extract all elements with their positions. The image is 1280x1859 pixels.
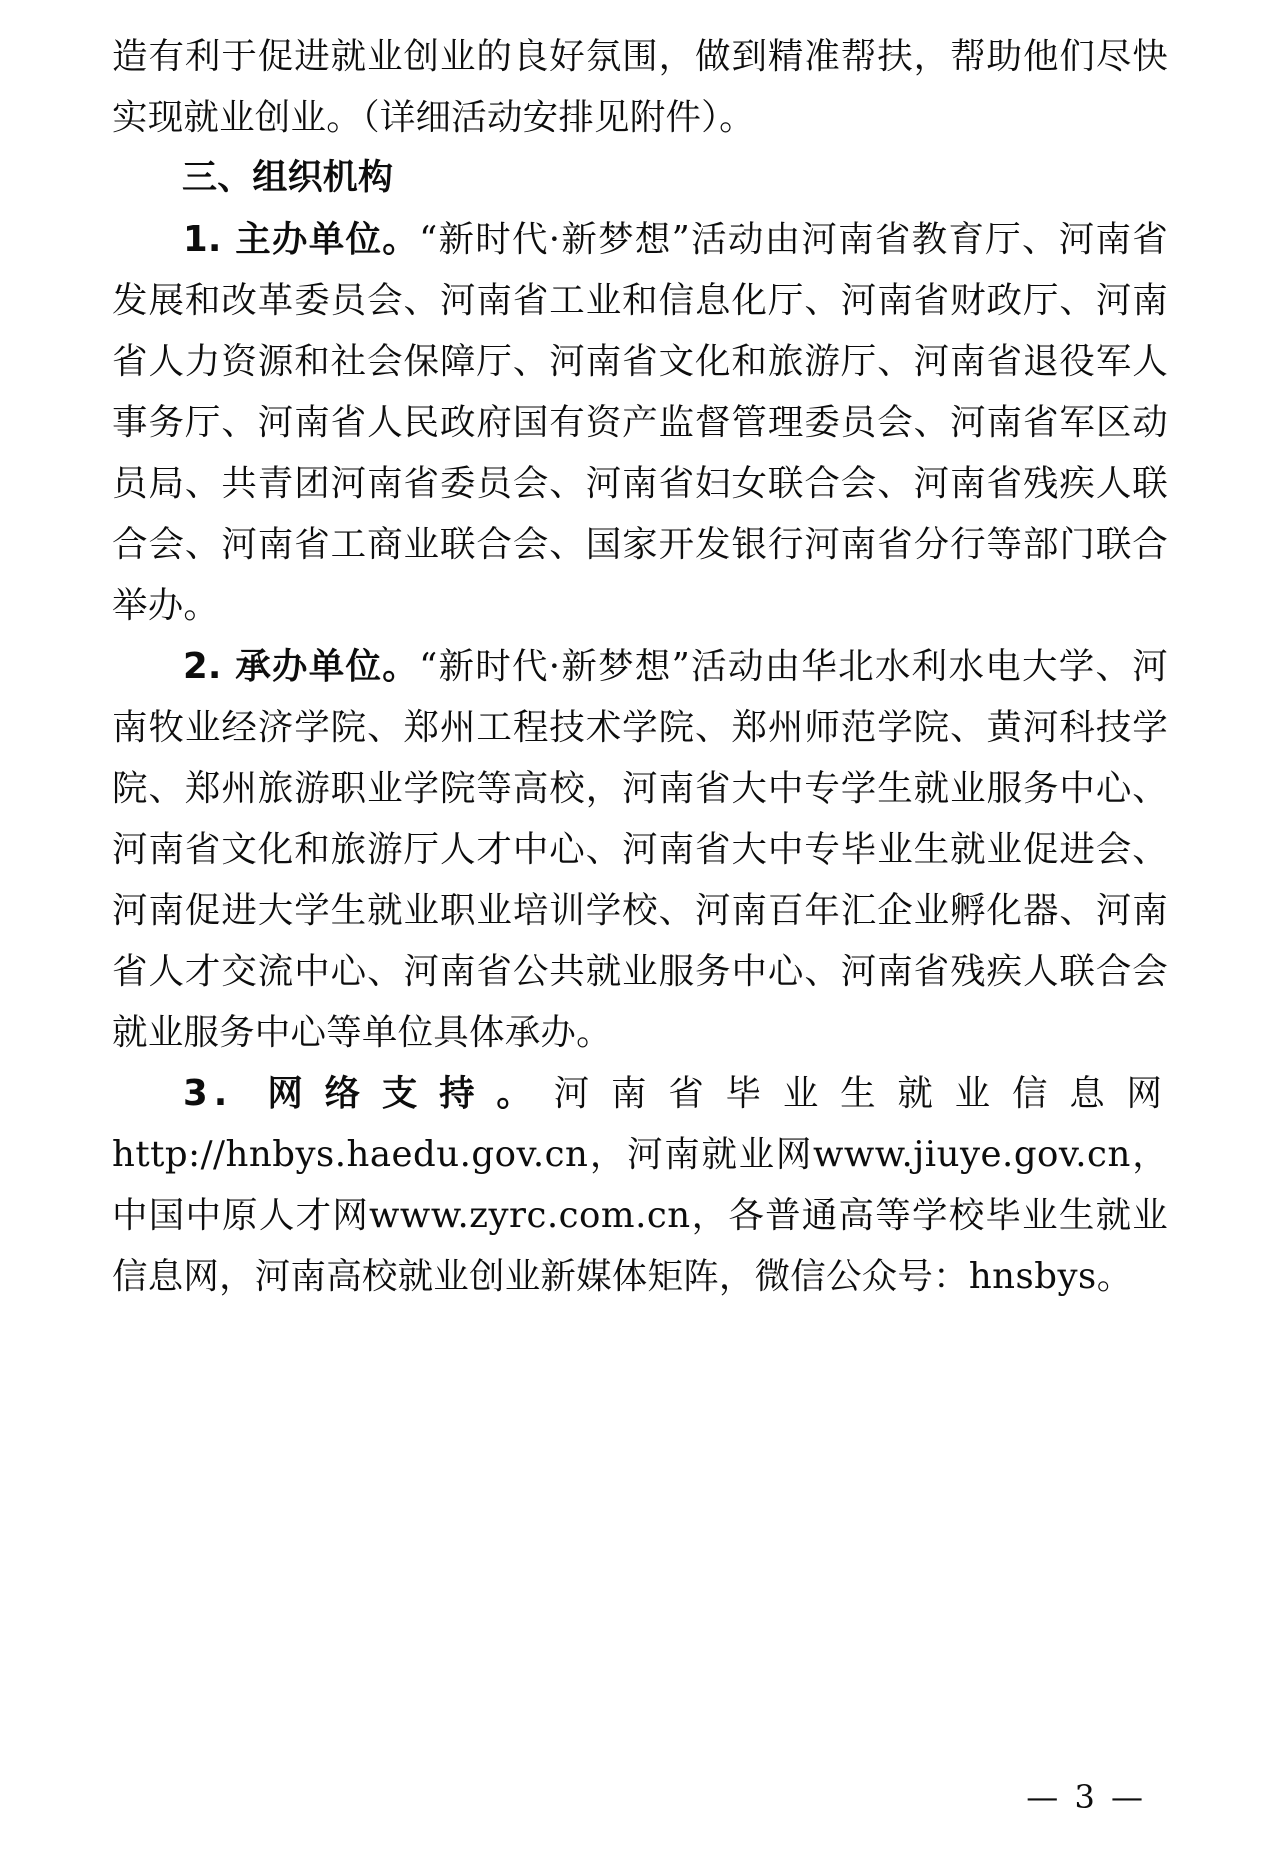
- network-support-seg-6: ，各普通高等学校毕业生就业信息网，河南高校就业创业新媒体矩阵，微信公众号：: [112, 1195, 1168, 1297]
- network-support-seg-2: ，河南就业网: [588, 1134, 814, 1175]
- document-body: [112, 26, 1168, 1307]
- network-support-seg-4: ，中国中原人才网: [112, 1134, 1169, 1236]
- network-support-seg-0: 河南省毕业生就业信息网: [553, 1073, 1168, 1114]
- page-footer: [112, 1767, 1168, 1817]
- undertakers-text: “新时代·新梦想”活动由华北水利水电大学、河南牧业经济学院、郑州工程技术学院、郑州师范学院、黄河科技学院、郑州旅游职业学院等高校，河南省大中专学生就业服务中心、河南省文化和旅游厅人才中心、河南省大中专毕业生就业促进会、河南促进大学生就业职业培训学校、河南百年汇企业孵化器、河南省人才交流中心、河南省公共就业服务中心、河南省残疾人联合会就业服务中心等单位具体承办。: [112, 646, 1168, 1053]
- zyrc-url[interactable]: www.zyrc.com.cn: [369, 1195, 691, 1236]
- hnbys-url[interactable]: http://hnbys.haedu.gov.cn: [112, 1134, 589, 1175]
- section-heading-organization: 三、组织机构: [182, 158, 394, 198]
- page-number: — 3 —: [1026, 1778, 1146, 1816]
- wechat-account: hnsbys: [968, 1256, 1097, 1297]
- network-support-label: 3. 网络支持。: [183, 1073, 554, 1114]
- paragraph-continuation: 造有利于促进就业创业的良好氛围，做到精准帮扶，帮助他们尽快实现就业创业。（详细活动安排见附件）。: [112, 36, 1168, 138]
- organizers-text: “新时代·新梦想”活动由河南省教育厅、河南省发展和改革委员会、河南省工业和信息化厅、河南省财政厅、河南省人力资源和社会保障厅、河南省文化和旅游厅、河南省退役军人事务厅、河南省人民政府国有资产监督管理委员会、河南省军区动员局、共青团河南省委员会、河南省妇女联合会、河南省残疾人联合会、河南省工商业联合会、国家开发银行河南省分行等部门联合举办。: [112, 219, 1168, 626]
- undertakers-label: 2. 承办单位。: [183, 646, 420, 687]
- paragraph-undertakers: [112, 636, 1168, 1063]
- network-support-seg-8: 。: [1096, 1256, 1133, 1297]
- organizers-label: 1. 主办单位。: [183, 219, 420, 260]
- paragraph-organizers: [112, 209, 1168, 636]
- jiuye-url[interactable]: www.jiuye.gov.cn: [813, 1134, 1131, 1175]
- paragraph-network-support: [112, 1063, 1168, 1307]
